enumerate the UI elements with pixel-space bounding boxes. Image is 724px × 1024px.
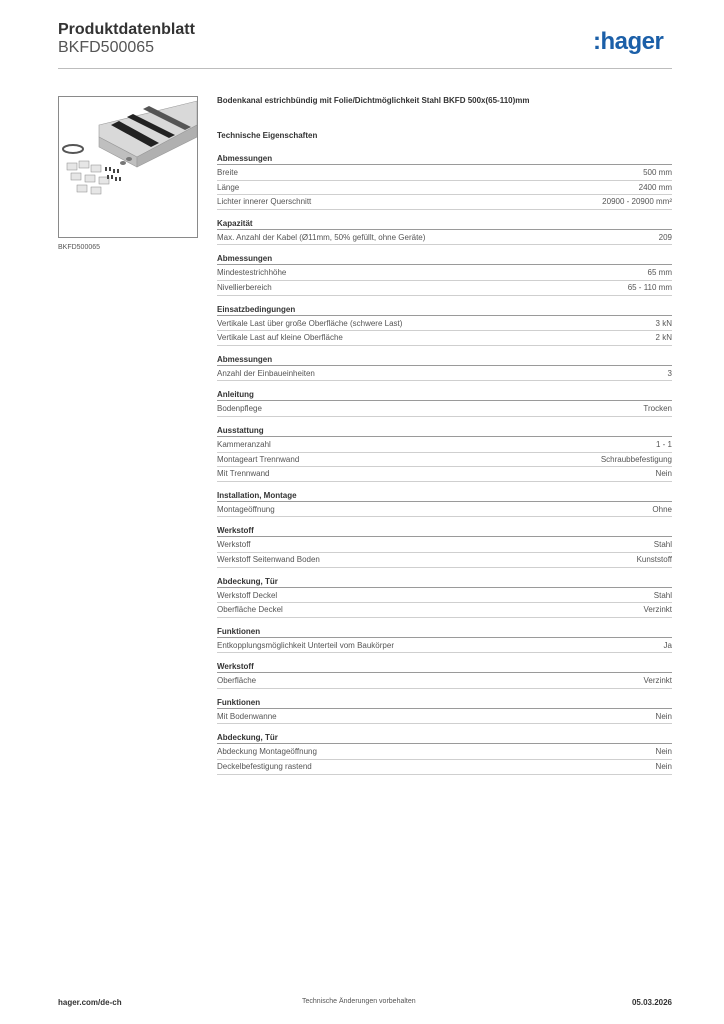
spec-row xyxy=(217,745,672,760)
spec-section xyxy=(217,425,672,482)
section-heading: Einsatzbedingungen xyxy=(217,304,672,316)
spec-row xyxy=(217,266,672,281)
spec-label: Länge xyxy=(217,182,240,192)
spec-value: 20900 - 20900 mm² xyxy=(602,197,672,207)
spec-label: Abdeckung Montageöffnung xyxy=(217,747,317,757)
spec-label: Kammeranzahl xyxy=(217,439,271,449)
spec-label: Werkstoff Deckel xyxy=(217,590,278,600)
spec-section xyxy=(217,490,672,518)
footer-disclaimer: Technische Änderungen vorbehalten xyxy=(302,998,416,1005)
spec-row xyxy=(217,402,672,417)
section-heading: Abmessungen xyxy=(217,253,672,265)
spec-label: Mit Bodenwanne xyxy=(217,711,277,721)
spec-value: Nein xyxy=(655,747,672,757)
spec-row xyxy=(217,710,672,725)
spec-value: 2400 mm xyxy=(638,182,672,192)
spec-value: 3 xyxy=(667,368,672,378)
spec-row xyxy=(217,367,672,382)
spec-value: Nein xyxy=(655,711,672,721)
section-heading: Funktionen xyxy=(217,697,672,709)
spec-row xyxy=(217,181,672,196)
spec-row xyxy=(217,467,672,482)
spec-row xyxy=(217,453,672,468)
spec-label: Vertikale Last über große Oberfläche (schwere Last) xyxy=(217,318,403,328)
spec-value: Ja xyxy=(663,640,672,650)
section-heading: Abdeckung, Tür xyxy=(217,576,672,588)
spec-value: Verzinkt xyxy=(643,676,672,686)
spec-value: 1 - 1 xyxy=(655,439,672,449)
section-heading: Abmessungen xyxy=(217,354,672,366)
technical-properties-heading: Technische Eigenschaften xyxy=(217,131,318,140)
footer-website: hager.com/de-ch xyxy=(58,998,122,1007)
spec-label: Anzahl der Einbaueinheiten xyxy=(217,368,315,378)
spec-section xyxy=(217,153,672,210)
spec-label: Max. Anzahl der Kabel (Ø11mm, 50% gefüllt, ohne Geräte) xyxy=(217,232,426,242)
section-heading: Abmessungen xyxy=(217,153,672,165)
spec-value: 2 kN xyxy=(655,333,672,343)
spec-row xyxy=(217,281,672,296)
spec-label: Oberfläche Deckel xyxy=(217,605,283,615)
spec-label: Montageöffnung xyxy=(217,504,275,514)
hager-logo: :hager xyxy=(593,28,664,55)
spec-label: Deckelbefestigung rastend xyxy=(217,762,312,772)
spec-label: Montageart Trennwand xyxy=(217,454,300,464)
spec-section xyxy=(217,697,672,725)
spec-row xyxy=(217,553,672,568)
spec-label: Werkstoff xyxy=(217,540,251,550)
section-heading: Abdeckung, Tür xyxy=(217,732,672,744)
spec-section xyxy=(217,304,672,346)
spec-value: 65 mm xyxy=(647,268,672,278)
spec-value: 3 kN xyxy=(655,318,672,328)
spec-section xyxy=(217,354,672,382)
spec-row xyxy=(217,438,672,453)
spec-section xyxy=(217,525,672,567)
spec-value: Stahl xyxy=(653,590,672,600)
spec-sections xyxy=(217,153,672,775)
spec-row xyxy=(217,317,672,332)
spec-row xyxy=(217,589,672,604)
spec-value: Kunststoff xyxy=(636,554,672,564)
spec-value: 65 - 110 mm xyxy=(627,282,672,292)
spec-section xyxy=(217,661,672,689)
spec-section xyxy=(217,626,672,654)
spec-value: 500 mm xyxy=(643,168,672,177)
section-heading: Ausstattung xyxy=(217,425,672,437)
spec-row xyxy=(217,503,672,518)
spec-label: Lichter innerer Querschnitt xyxy=(217,197,312,207)
section-heading: Installation, Montage xyxy=(217,490,672,502)
spec-value: Nein xyxy=(655,469,672,479)
spec-row xyxy=(217,760,672,775)
spec-label: Breite xyxy=(217,168,238,177)
spec-value: Trocken xyxy=(643,404,672,414)
section-heading: Kapazität xyxy=(217,218,672,230)
spec-content xyxy=(217,96,672,783)
section-heading: Werkstoff xyxy=(217,661,672,673)
product-title: Bodenkanal estrichbündig mit Folie/Dichtmöglichkeit Stahl BKFD 500x(65-110)mm xyxy=(217,96,530,105)
spec-row xyxy=(217,603,672,618)
section-heading: Funktionen xyxy=(217,626,672,638)
spec-value: Stahl xyxy=(653,540,672,550)
image-caption: BKFD500065 xyxy=(58,244,101,251)
spec-row xyxy=(217,231,672,246)
header-divider xyxy=(58,68,672,69)
spec-row xyxy=(217,538,672,553)
spec-label: Entkopplungsmöglichkeit Unterteil vom Baukörper xyxy=(217,640,394,650)
spec-value: Schraubbefestigung xyxy=(600,454,672,464)
spec-row xyxy=(217,674,672,689)
section-heading: Werkstoff xyxy=(217,525,672,537)
spec-section xyxy=(217,389,672,417)
spec-label: Bodenpflege xyxy=(217,404,262,414)
spec-label: Nivellierbereich xyxy=(217,282,272,292)
spec-value: Ohne xyxy=(652,504,672,514)
section-heading: Anleitung xyxy=(217,389,672,401)
spec-label: Werkstoff Seitenwand Boden xyxy=(217,554,320,564)
product-image xyxy=(58,96,198,238)
spec-row xyxy=(217,195,672,210)
spec-label: Mindestestrichhöhe xyxy=(217,268,287,278)
spec-value: 209 xyxy=(658,232,672,242)
spec-section xyxy=(217,576,672,618)
spec-label: Oberfläche xyxy=(217,676,257,686)
spec-row xyxy=(217,331,672,346)
floor-duct-illustration xyxy=(59,97,197,237)
page-title: Produktdatenblatt xyxy=(58,21,195,38)
spec-label: Mit Trennwand xyxy=(217,469,270,479)
product-number: BKFD500065 xyxy=(58,39,155,56)
spec-label: Vertikale Last auf kleine Oberfläche xyxy=(217,333,343,343)
spec-section xyxy=(217,253,672,295)
spec-row xyxy=(217,166,672,181)
spec-section xyxy=(217,218,672,246)
spec-value: Nein xyxy=(655,762,672,772)
spec-section xyxy=(217,732,672,774)
spec-value: Verzinkt xyxy=(643,605,672,615)
footer-date: 05.03.2026 xyxy=(631,998,672,1007)
spec-row xyxy=(217,639,672,654)
